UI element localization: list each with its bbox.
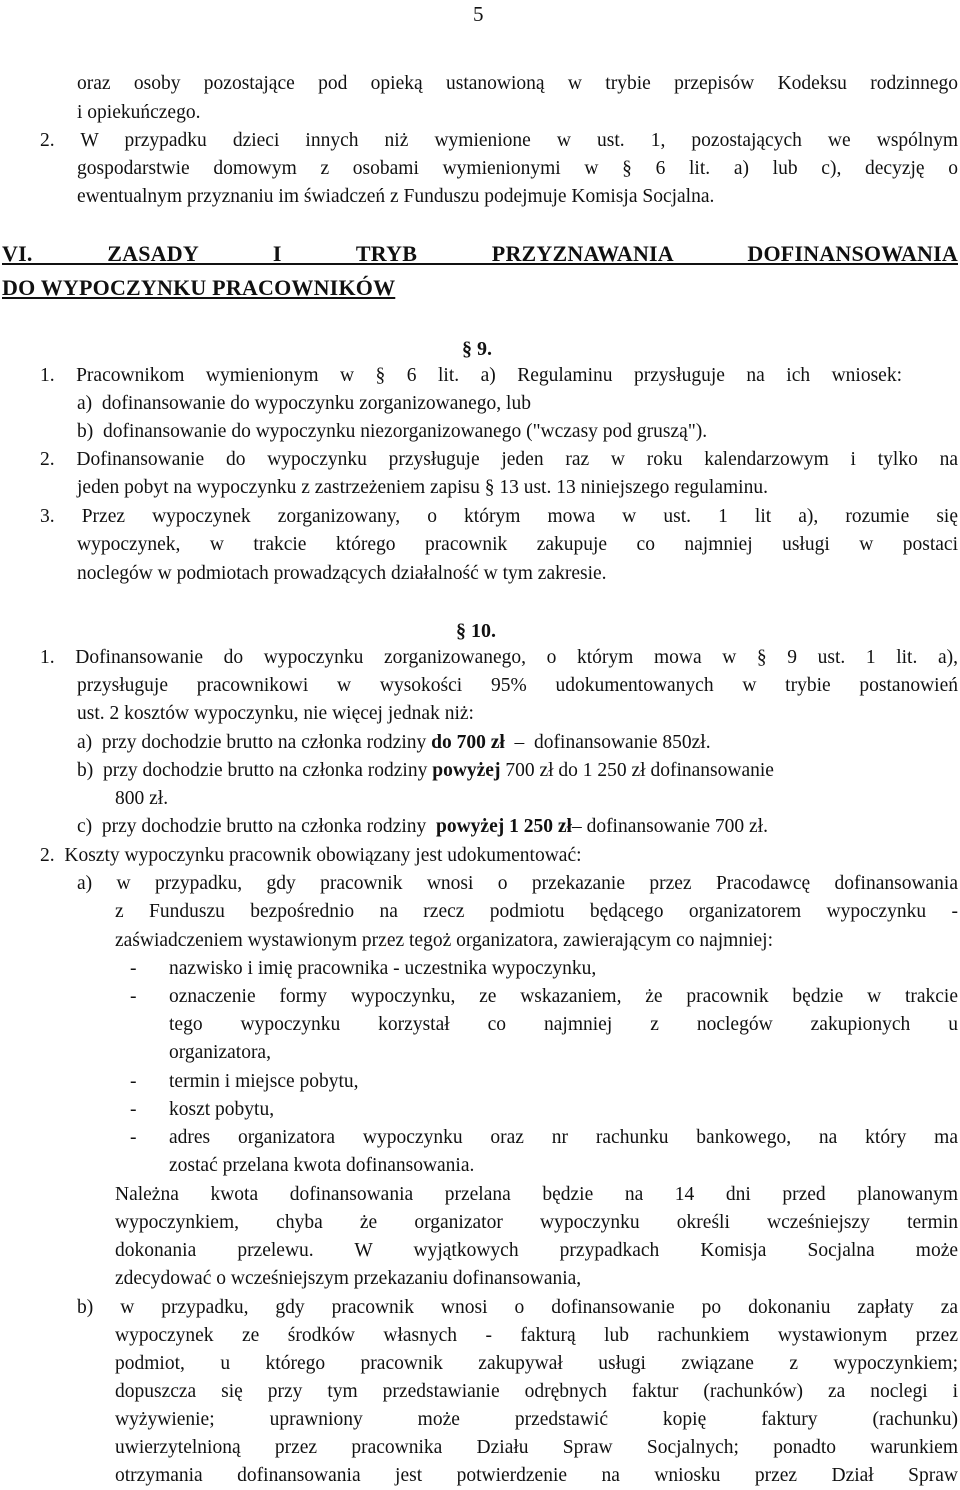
paragraph-line: z Funduszu bezpośrednio na rzecz podmiotu będącego organizatorem wypoczynku - bbox=[115, 901, 958, 922]
paragraph-line: a) dofinansowanie do wypoczynku zorganizowanego, lub bbox=[77, 393, 531, 414]
list-item: nazwisko i imię pracownika - uczestnika wypoczynku, bbox=[169, 958, 597, 979]
paragraph-line: 2. Koszty wypoczynku pracownik obowiązany jest udokumentować: bbox=[40, 845, 582, 866]
intro-line: gospodarstwie domowym z osobami wymienionymi w § 6 lit. a) lub c), decyzję o bbox=[77, 158, 958, 179]
paragraph-line: jeden pobyt na wypoczynku z zastrzeżeniem zapisu § 13 ust. 13 niniejszego regulaminu. bbox=[77, 477, 768, 498]
paragraph-line: 1. Pracownikom wymienionym w § 6 lit. a) Regulaminu przysługuje na ich wniosek: bbox=[40, 365, 902, 386]
intro-line: oraz osoby pozostające pod opieką ustanowioną w trybie przepisów Kodeksu rodzinnego bbox=[77, 73, 958, 94]
intro-line: i opiekuńczego. bbox=[77, 102, 201, 123]
section-title-continued: DO WYPOCZYNKU PRACOWNIKÓW bbox=[2, 275, 396, 300]
paragraph-line: dokonania przelewu. W wyjątkowych przypadkach Komisja Socjalna może bbox=[115, 1240, 958, 1261]
paragraph-line: 1. Dofinansowanie do wypoczynku zorganizowanego, o którym mowa w § 9 ust. 1 lit. a), bbox=[40, 647, 958, 668]
income-threshold-a: a) przy dochodzie brutto na członka rodziny do 700 zł – dofinansowanie 850zł. bbox=[77, 732, 711, 753]
paragraph-line: wypoczynkiem, chyba że organizator wypoczynku określi wcześniejszy termin bbox=[115, 1212, 958, 1233]
paragraph-line: noclegów w podmiotach prowadzących działalność w tym zakresie. bbox=[77, 563, 607, 584]
paragraph-label-9: § 9. bbox=[462, 338, 492, 360]
page-number: 5 bbox=[473, 2, 484, 26]
list-dash: - bbox=[130, 958, 137, 979]
intro-line: 2. W przypadku dzieci innych niż wymienione w ust. 1, pozostających we wspólnym bbox=[40, 130, 958, 151]
list-dash: - bbox=[130, 1127, 137, 1148]
paragraph-line: wyżywienie; uprawniony może przedstawić kopię faktury (rachunku) bbox=[115, 1409, 958, 1430]
section-title: VI. ZASADY I TRYB PRZYZNAWANIA DOFINANSOWANIA bbox=[2, 241, 958, 266]
paragraph-line: dopuszcza się przy tym przedstawianie odrębnych faktur (rachunków) za noclegi i bbox=[115, 1381, 958, 1402]
paragraph-line: zaświadczeniem wystawionym przez tegoż organizatora, zawierającym co najmniej: bbox=[115, 930, 774, 951]
paragraph-line: a) w przypadku, gdy pracownik wnosi o przekazanie przez Pracodawcę dofinansowania bbox=[77, 873, 958, 894]
paragraph-line: 2. Dofinansowanie do wypoczynku przysługuje jeden raz w roku kalendarzowym i tylko na bbox=[40, 449, 958, 470]
paragraph-line: wypoczynek, w trakcie którego pracownik zakupuje co najmniej usługi w postaci bbox=[77, 534, 958, 555]
paragraph-line: podmiot, u którego pracownik zakupywał usługi związane z wypoczynkiem; bbox=[115, 1353, 958, 1374]
income-threshold-b: b) przy dochodzie brutto na członka rodziny powyżej 700 zł do 1 250 zł dofinansowanie bbox=[77, 760, 774, 781]
paragraph-line: 3. Przez wypoczynek zorganizowany, o którym mowa w ust. 1 lit a), rozumie się bbox=[40, 506, 958, 527]
list-item-continued: zostać przelana kwota dofinansowania. bbox=[169, 1155, 475, 1176]
paragraph-line: b) dofinansowanie do wypoczynku niezorganizowanego ("wczasy pod gruszą"). bbox=[77, 421, 708, 442]
list-item: adres organizatora wypoczynku oraz nr rachunku bankowego, na który ma bbox=[169, 1127, 958, 1148]
paragraph-line: otrzymania dofinansowania jest potwierdzenie na wniosku przez Dział Spraw bbox=[115, 1465, 958, 1486]
paragraph-line: Należna kwota dofinansowania przelana będzie na 14 dni przed planowanym bbox=[115, 1184, 958, 1205]
paragraph-line: przysługuje pracownikowi w wysokości 95% udokumentowanych w trybie postanowień bbox=[77, 675, 958, 696]
list-item: oznaczenie formy wypoczynku, ze wskazaniem, że pracownik będzie w trakcie bbox=[169, 986, 958, 1007]
paragraph-line: zdecydować o wcześniejszym przekazaniu dofinansowania, bbox=[115, 1268, 582, 1289]
paragraph-line: ust. 2 kosztów wypoczynku, nie więcej jednak niż: bbox=[77, 703, 474, 724]
income-threshold-b-continued: 800 zł. bbox=[115, 788, 169, 809]
list-item-continued: organizatora, bbox=[169, 1042, 271, 1063]
list-item-continued: tego wypoczynku korzystał co najmniej z noclegów zakupionych u bbox=[169, 1014, 958, 1035]
paragraph-line: uwierzytelnioną przez pracownika Działu Spraw Socjalnych; ponadto warunkiem bbox=[115, 1437, 958, 1458]
list-dash: - bbox=[130, 1071, 137, 1092]
list-dash: - bbox=[130, 1099, 137, 1120]
list-dash: - bbox=[130, 986, 137, 1007]
income-threshold-c: c) przy dochodzie brutto na członka rodziny powyżej 1 250 zł– dofinansowanie 700 zł. bbox=[77, 816, 768, 837]
paragraph-line: b) w przypadku, gdy pracownik wnosi o dofinansowanie po dokonaniu zapłaty za bbox=[77, 1297, 958, 1318]
paragraph-line: wypoczynek ze środków własnych - fakturą lub rachunkiem wystawionym przez bbox=[115, 1325, 958, 1346]
list-item: termin i miejsce pobytu, bbox=[169, 1071, 359, 1092]
paragraph-label-10: § 10. bbox=[456, 620, 496, 642]
list-item: koszt pobytu, bbox=[169, 1099, 275, 1120]
intro-line: ewentualnym przyznaniu im świadczeń z Funduszu podejmuje Komisja Socjalna. bbox=[77, 186, 715, 207]
